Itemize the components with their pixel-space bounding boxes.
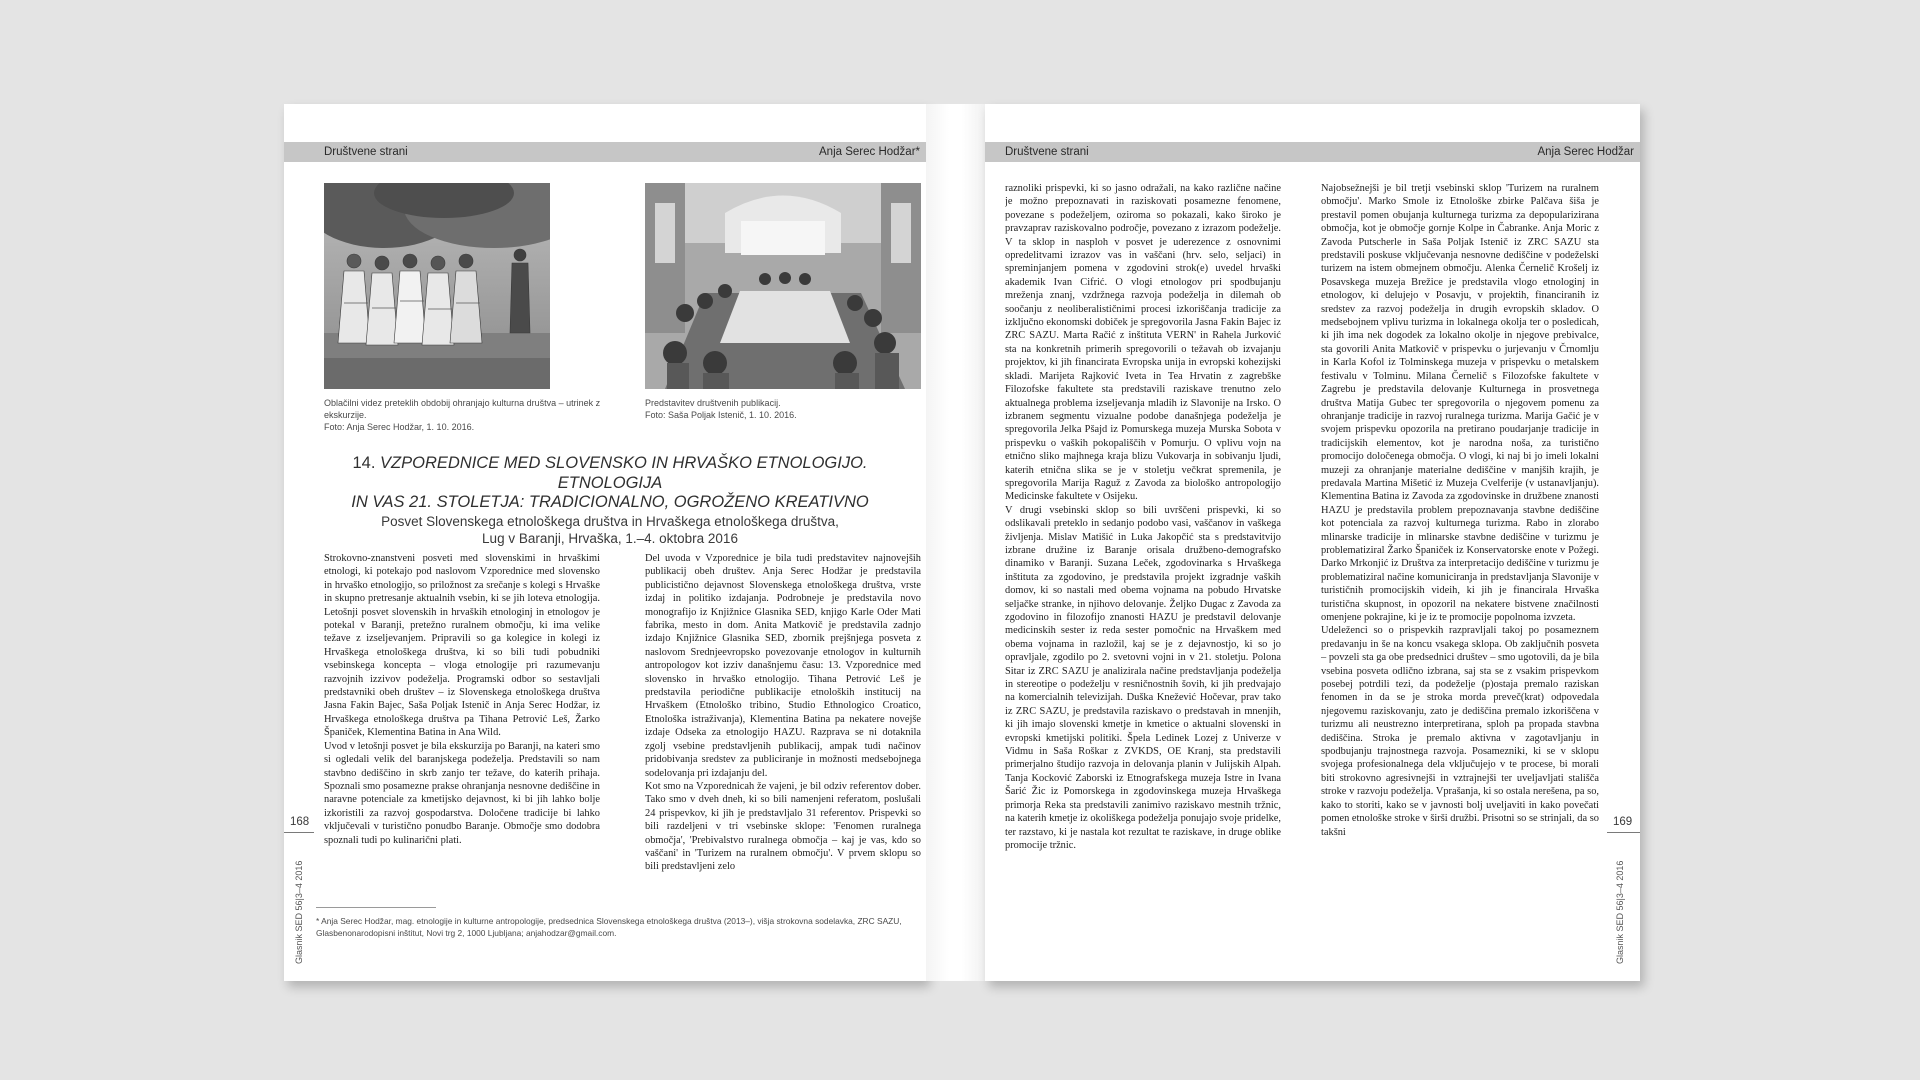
paragraph: Strokovno-znanstveni posveti med slovenskimi in hrvaškimi etnologi, ki potekajo pod naslovom Vzporednice med slovensko in hrvaško etnologijo, so priložnost za srečanje s kolegi s Hrvaške in skupno pretresanje aktualnih vsebin, ki se jih loteva etnologija. Letošnji posvet slovenskih in hrvaških etnologinj in etnologov je potekal v Baranji, pretežno ruralnem območju, ki ima velike težave z izseljevanjem. Pripravili so ga kolegice in kolegi iz Hrvaškega etnološkega društva, ki so bili tudi pobudniki vsebinskega koncepta – vloga etnologije pri razumevanju razvojnih izzivov podeželja. Programski odbor so sestavljali predstavniki obeh društev – iz Slovenskega etnološkega društva Jasna Fakin Bajec, Saša Poljak Istenič in Anja Serec Hodžar, iz Hrvaškega etnološkega društva pa Tihana Petrović Leš, Žarko Španiček, Klementina Batina in Ana Wild. xyxy=(324,553,600,739)
title-line-2: IN VAS 21. STOLETJA: TRADICIONALNO, OGROŽENO KREATIVNO xyxy=(351,493,869,511)
folio-rule xyxy=(284,832,314,833)
caption-line: Oblačilni videz preteklih obdobij ohranjajo kulturna društva – utrinek z xyxy=(324,398,601,408)
paragraph: Kot smo na Vzporednicah že vajeni, je bil odziv referentov dober. Tako smo v dveh dneh, ki so bili namenjeni referatom, poslušali 24 prispevkov, ki jih je predstavljalo 31 referentov. Prispevki so bili razdeljeni v tri vsebinske sklope: 'Fenomen ruralnega območja', 'Prebivalstvo ruralnega območja – kaj je vas, kdo so vaščani' in 'Turizem na ruralnem območju'. V prvem sklopu so bili predstavljeni zelo xyxy=(645,780,921,873)
header-section: Društvene strani xyxy=(324,146,408,158)
article-title xyxy=(314,454,906,547)
paragraph: Del uvoda v Vzporednice je bila tudi predstavitev najnovejših publikacij obeh društev. Anja Serec Hodžar je predstavila publicistično dejavnost Slovenskega etnološkega društva, vrste izdaj in politiko izdajanja. Podrobneje je predstavila novo monografijo iz Knjižnice Glasnika SED, knjigo Karle Oder Mati fabrika, mesto in dom. Anita Matkovič je predstavila zadnjo izdajo Knjižnice Glasnika SED, zbornik prejšnjega posveta z naslovom Srednjeevropsko povezovanje etnologov in kulturnih antropologov kot izziv današnjemu času: 13. Vzporednice med slovensko in hrvaško etnologijo. Tihana Petrović Leš je predstavila periodične publikacije etnoloških institucij na Hrvaškem (Etnološko tribino, Studio Ethnologico Croatico, Etnološka istraživanja), Klementina Batina pa nekatere novejše izdaje Odseka za etnologijo HAZU. Razprava se ni dotaknila zgolj vsebine predstavljenih publikacij, ampak tudi načinov pridobivanja sredstev za publiciranje in možnosti medsebojnega sodelovanja pri izdajanju del. xyxy=(645,553,921,779)
caption-line: Foto: Anja Serec Hodžar, 1. 10. 2016. xyxy=(324,422,475,432)
paragraph: Uvod v letošnji posvet je bila ekskurzija po Baranji, na kateri smo si ogledali velik del baranjskega podeželja. Predstavili so nam stavbno dediščino in skrb zanjo ter težave, do katerih prihaja. Spoznali smo posamezne prakse ohranjanja nesnovne dediščine in naravne potenciale za kmetijsko dejavnost, ki bi jih lahko bolje izkoristili za razvoj gospodarstva. Določene tradicije bi lahko vključevali v turistično ponudbo Baranje. Območje smo dodobra spoznali tudi po kulinarični plati. xyxy=(324,740,600,846)
running-header xyxy=(284,142,926,162)
title-line-1 xyxy=(314,454,906,493)
photo-meeting-caption xyxy=(645,397,905,421)
body-column-1 xyxy=(324,552,600,900)
title-text-1: VZPOREDNICE MED SLOVENSKO IN HRVAŠKO ETNOLOGIJO. ETNOLOGIJA xyxy=(380,454,868,492)
gutter xyxy=(926,104,985,981)
spine-text: Glasnik SED 56|3–4 2016 xyxy=(1615,860,1625,964)
running-header xyxy=(985,142,1640,162)
photo-meeting-hall xyxy=(645,183,921,389)
photo-costume-group xyxy=(324,183,550,389)
header-section: Društvene strani xyxy=(1005,146,1089,158)
title-number: 14. xyxy=(352,454,376,472)
paragraph: Najobsežnejši je bil tretji vsebinski sklop 'Turizem na ruralnem območju'. Marko Smole iz Etnološke zbirke Palčava šiša je prestavil pomen obujanja kulturnega turizma za depopularizirana območja, kot je območje gornje Kolpe in Čabranke. Anja Moric z Zavoda Putscherle in Saša Poljak Istenič iz ZRC SAZU sta predstavili poskuse vključevanja nesnovne dediščine v podeželski turizem na istem obmejnem območju. Alenka Černelič Krošelj iz Posavskega muzeja Brežice je predstavila vlogo etnologinj in etnologov, ki delujejo v Posavju, v projektih, financiranih iz sredstev za razvoj podeželja in drugih evropskih skladov. O medsebojnem vplivu turizma in lokalnega okolja ter o posledicah, ki jih ima nek dogodek za lokalno okolje in njegove prebivalce, sta govorili Anita Matkovič v prispevku o jurjevanju v Črnomlju in Karla Kofol iz Tolminskega muzeja v prispevku o metalskem festivalu v Tolminu. Milana Černelič s Filozofske fakultete v Zagrebu je predstavila delovanje Kulturnega in prosvetnega društva Matija Gubec ter spregovorila o njegovem pomenu za ohranjanje tradicije in razvoj ruralnega turizma. Marija Gačić je v svojem prispevku opozorila na pretirano poudarjanje tradicije in tradicijskih elementov, kot je narodna noša, za turistično promocijo določenega območja. O vlogi, ki naj bi jo imeli lokalni muzeji za ohranjanje materialne dediščine v manjših krajih, je predavala Martina Mišetić iz Muzeja Cvelferije (v ustanavljanju). Klementina Batina iz Zavoda za zgodovinske in družbene znanosti HAZU je predstavila problem prepoznavanja stavbne dediščine kot potenciala za razvoj kulturnega turizma. Rabo in zlorabo mlinarske tradicije in mlinarske stavbne dediščine v turizmu je problematiziral Žarko Španiček iz Konservatorske enote v Požegi. Darko Mrkonjić iz Društva za interpretacijo dediščine v turizmu je problematiziral načine komuniciranja in predstavljanja Slavonije v turističnih promocijskih videih, ki jih je financirala Hrvaška turistična skupnost, in opozoril na nekatere bistvene značilnosti omenjene pokrajine, ki je iz te promocije popolnoma izvzeta. xyxy=(1321,183,1599,623)
caption-line: Foto: Saša Poljak Istenič, 1. 10. 2016. xyxy=(645,410,797,420)
caption-line: ekskurzije. xyxy=(324,410,367,420)
photo-costume-caption xyxy=(324,397,601,433)
paragraph: raznoliki prispevki, ki so jasno odražali, na kako različne načine je možno prepoznavati in raziskovati posamezne fenomene, povezane s podeželjem, oziroma so pokazali, kako široko je pravzaprav raziskovalno področje, povezano z izrazom podeželje. V ta sklop in nasploh v posvet je uderezence z osnovnimi opredelitvami izrazov vas in vaščani (hrv. selo, seljaci) in spreminjanjem pomena v zgodovini strok(e) uvedel hrvaški akademik Ivan Cifrić. O vlogi etnologov pri spodbujanju mreženja znanj, vzdržnega razvoja podeželja in dilemah ob soočanju z neoliberalističnimi procesi izkoriščanja tradicije za izključno ekonomski dobiček je spregovorila Jasna Fakin Bajec iz ZRC SAZU. Marta Račić z inštituta VERN' in Rahela Jurković sta na konkretnih primerih spregovorili o težavah ob izvajanju projektov, ki jih financirata Evropska unija in evropski kohezijski skladi. Marijeta Rajković Iveta in Tea Hrvatin z zagrebške Filozofske fakultete sta predstavili raziskave trenutno zelo aktualnega problema izseljevanja mladih iz Slavonije na Irsko. O izbranem segmentu vizualne podobe današnjega podeželja je spregovorila Jelka Pšajd iz Pomurskega muzeja Murska Sobota v prispevku o vaških pokopališčih v Pomurju. O vplivu vojn na etnično sliko majhnega kraja blizu Vukovarja in sobivanju ljudi, katerih etnična slika se je v stoletju večkrat spremenila, je spregovorila Marija Raguž z Zavoda za biološko antropologijo Medicinske fakultete v Osijeku. xyxy=(1005,183,1281,503)
paragraph: V drugi vsebinski sklop so bili uvrščeni prispevki, ki so odslikavali preteklo in sedanjo podobo vasi, vaščanov in vaškega življenja. Mislav Matišić in Luka Jakopčić sta s predstavitvijo izbrane družine iz Baranje orisala družbeno-demografsko dinamiko v Baranji. Suzana Leček, zgodovinarka s Hrvaškega inštituta za zgodovino, je predstavila projekt izgradnje vaških domov, ki so nastali med obema vojnama na pobudo Hrvatske seljačke stranke, in njihovo delovanje. Željko Dugac z Zavoda za zgodovino in filozofijo znanosti HAZU je predstavil delovanje medicinskih sester iz reda sester pomočnic na Hrvaškem med obema vojnama in razložil, kaj se je z dejavnostjo, ki so jo opravljale, zgodilo po 2. svetovni vojni in v 21. stoletju. Polona Sitar iz ZRC SAZU je analizirala načine predstavljanja podeželja in stereotipe o podeželju v resničnostnih šovih, ki jih predvajajo na komercialnih televizijah. Duška Knežević Hočevar, prav tako iz ZRC SAZU, je predstavila raziskavo o predstavah in mnenjih, ki jih imajo slovenski kmetje in kmetice o aktualni slovenski in evropski kmetijski politiki. Špela Ledinek Lozej z Univerze v Vidmu in Saša Roškar z ZVKDS, OE Kranj, sta predstavili primerjalno študijo razvoja in delovanja planin v Julijskih Alpah. Tanja Kocković Zaborski iz Etnografskega muzeja Istre in Ivana Šarić Žic iz Pomorskega in zgodovinskega muzeja Hrvaškega primorja Reka sta predstavili zanimivo raziskavo mestnih tržnic, na katerih kmetje iz okoliškega podeželja ponujajo svoje pridelke, ter razstavo, ki je nastala kot rezultat te raziskave, in druge oblike promocije tržnic. xyxy=(1005,504,1281,851)
spine-text: Glasnik SED 56|3–4 2016 xyxy=(294,860,304,964)
subtitle-line-2: Lug v Baranji, Hrvaška, 1.–4. oktobra 2016 xyxy=(482,530,738,546)
footnote-rule xyxy=(316,907,436,908)
caption-line: Predstavitev društvenih publikacij. xyxy=(645,398,781,408)
header-author: Anja Serec Hodžar* xyxy=(819,146,920,158)
page-number: 169 xyxy=(1613,816,1633,828)
left-page xyxy=(284,104,926,981)
folio-rule xyxy=(1607,832,1640,833)
header-author: Anja Serec Hodžar xyxy=(1537,146,1634,158)
paragraph: Udeleženci so o prispevkih razpravljali takoj po posameznem predavanju in še na koncu vsakega sklopa. Ob zaključnih posveta – povzeli sta ga obe predsednici društev – smo ugotovili, da je bila vsebina posveta odlično izbrana, saj sta se z vsakim prispevkom posebej potrdili tezi, da podeželje (p)ostaja premalo raziskan fenomen in da se je stroka morda preveč(krat) odpovedala njegovemu raziskovanju, zato je dediščina premalo izkoriščena v turizmu ali neustrezno interpretirana, sploh pa propada stavbna dediščina. Stroka je premalo aktivna v zagotavljanju in spodbujanju trajnostnega razvoja. Posamezniki, ki se v sklopu svojega profesionalnega dela vključujejo v te procese, bi morali biti strokovno agresivnejši in vztrajnejši ter uveljavljati stališča stroke v razvoju podeželja. Vprašanja, ki so ostala nerešena, pa so, kako to storiti, kako se v javnosti bolj uveljaviti in kako povečati pomen etnološke stroke v širši družbi. Prisotni so se strinjali, da so takšni xyxy=(1321,625,1599,838)
body-column-2 xyxy=(645,552,921,900)
footnote: * Anja Serec Hodžar, mag. etnologije in kulturne antropologije, predsednica Slovenskega etnološkega društva (2013–), višja strokovna sodelavka, ZRC SAZU, Glasbenonarodopisni inštitut, Novi trg 2, 1000 Ljubljana; anjahodzar@gmail.com. xyxy=(316,916,902,938)
body-column-4 xyxy=(1321,182,1599,962)
subtitle-line-1: Posvet Slovenskega etnološkega društva in Hrvaškega etnološkega društva, xyxy=(381,513,839,529)
right-page xyxy=(985,104,1640,981)
page-number: 168 xyxy=(290,816,310,828)
body-column-3 xyxy=(1005,182,1281,962)
